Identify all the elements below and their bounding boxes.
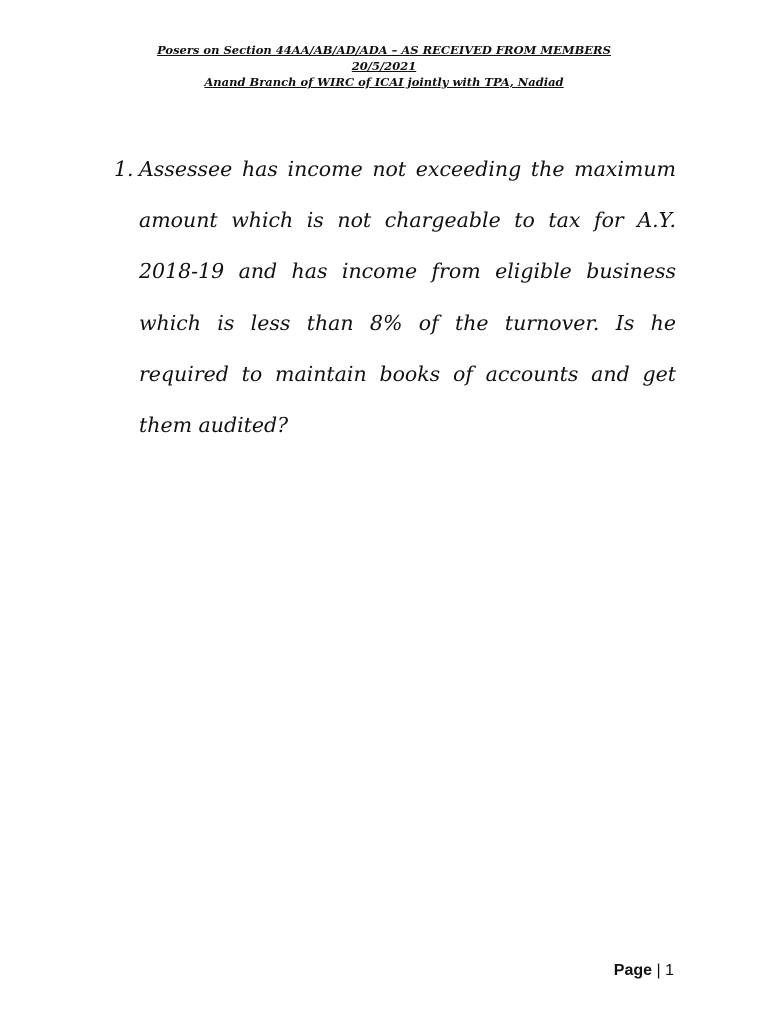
question-number: 1. bbox=[114, 157, 134, 181]
page-separator: | bbox=[656, 962, 661, 979]
page-footer bbox=[614, 960, 674, 982]
header-organizer: Anand Branch of WIRC of ICAI jointly with TPA, Nadiad bbox=[204, 75, 564, 89]
question-text: Assessee has income not exceeding the maximum amount which is not chargeable to tax for A.Y. 2018-19 and has income from eligible business which is less than 8% of the turnover. Is he required to maintain books of accounts and get them audited? bbox=[139, 157, 676, 438]
header-title: Posers on Section 44AA/AB/AD/ADA – AS RECEIVED FROM MEMBERS bbox=[157, 43, 611, 57]
header-date: 20/5/2021 bbox=[351, 59, 417, 73]
page-number: 1 bbox=[665, 962, 674, 979]
page-label: Page bbox=[613, 962, 653, 979]
question-item bbox=[114, 144, 676, 451]
document-header bbox=[0, 42, 768, 90]
